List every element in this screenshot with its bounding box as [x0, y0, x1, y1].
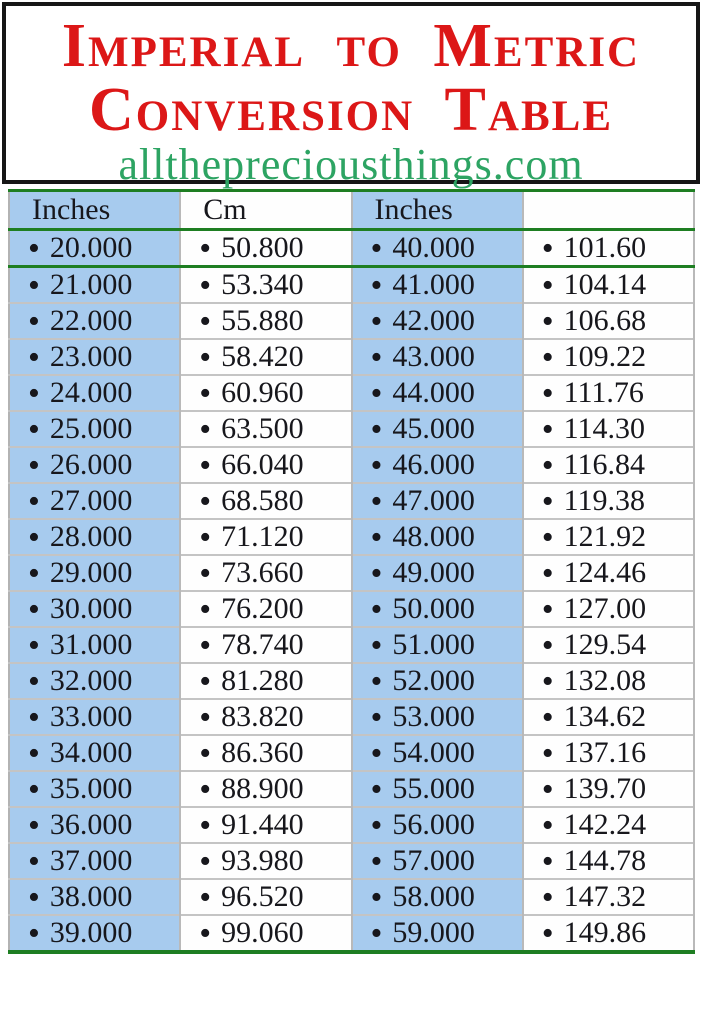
table-cell: • 37.000	[9, 843, 180, 879]
table-cell: • 78.740	[180, 627, 351, 663]
table-cell: • 49.000	[352, 555, 523, 591]
table-row	[9, 879, 694, 915]
cell-value: 76.200	[221, 592, 304, 625]
cell-value: 36.000	[49, 808, 133, 841]
table-cell: • 91.440	[180, 807, 351, 843]
table-row	[9, 699, 694, 735]
cell-value: 137.16	[563, 736, 647, 769]
cell-value: 114.30	[563, 412, 646, 445]
cell-value: 124.46	[563, 556, 647, 589]
cell-value: 33.000	[49, 700, 133, 733]
table-cell: • 124.46	[523, 555, 694, 591]
cell-value: 42.000	[392, 304, 475, 337]
table-cell: • 144.78	[523, 843, 694, 879]
table-row	[9, 843, 694, 879]
cell-value: 58.420	[221, 340, 304, 373]
table-cell: • 129.54	[523, 627, 694, 663]
table-cell: • 104.14	[523, 267, 694, 304]
cell-value: 127.00	[563, 592, 647, 625]
table-cell: • 27.000	[9, 483, 180, 519]
conversion-table	[8, 189, 695, 954]
table-cell: • 96.520	[180, 879, 351, 915]
table-cell: • 56.000	[352, 807, 523, 843]
cell-value: 93.980	[221, 844, 304, 877]
cell-value: 48.000	[392, 520, 475, 553]
cell-value: 23.000	[49, 340, 133, 373]
table-cell: • 60.960	[180, 375, 351, 411]
table-cell: • 93.980	[180, 843, 351, 879]
cell-value: 81.280	[221, 664, 304, 697]
table-cell: • 48.000	[352, 519, 523, 555]
cell-value: 53.340	[221, 268, 304, 301]
table-cell: • 33.000	[9, 699, 180, 735]
cell-value: 142.24	[563, 808, 647, 841]
cell-value: 119.38	[563, 484, 646, 517]
table-cell: • 119.38	[523, 483, 694, 519]
table-cell: • 127.00	[523, 591, 694, 627]
cell-value: 116.84	[563, 448, 646, 481]
cell-value: 73.660	[221, 556, 304, 589]
table-row	[9, 411, 694, 447]
table-cell: • 53.000	[352, 699, 523, 735]
table-cell: • 57.000	[352, 843, 523, 879]
cell-value: 149.86	[563, 916, 647, 949]
column-header-cm: Cm	[180, 191, 351, 230]
title-box	[2, 2, 700, 189]
page-title-line1: Imperial to Metric	[61, 12, 641, 80]
table-row	[9, 267, 694, 304]
table-cell: • 45.000	[352, 411, 523, 447]
table-cell: • 109.22	[523, 339, 694, 375]
table-row	[9, 230, 694, 267]
table-cell: • 59.000	[352, 915, 523, 952]
cell-value: 34.000	[49, 736, 133, 769]
table-cell: • 132.08	[523, 663, 694, 699]
cell-value: 109.22	[563, 340, 647, 373]
cell-value: 59.000	[392, 916, 475, 949]
cell-value: 32.000	[49, 664, 133, 697]
cell-value: 49.000	[392, 556, 475, 589]
cell-value: 22.000	[49, 304, 133, 337]
table-cell: • 83.820	[180, 699, 351, 735]
table-cell: • 20.000	[9, 230, 180, 267]
table-cell: • 68.580	[180, 483, 351, 519]
cell-value: 29.000	[49, 556, 133, 589]
table-cell: • 22.000	[9, 303, 180, 339]
table-row	[9, 339, 694, 375]
cell-value: 20.000	[49, 231, 133, 264]
table-cell: • 23.000	[9, 339, 180, 375]
table-row	[9, 447, 694, 483]
cell-value: 121.92	[563, 520, 647, 553]
cell-value: 51.000	[392, 628, 475, 661]
table-cell: • 147.32	[523, 879, 694, 915]
cell-value: 40.000	[392, 231, 475, 264]
cell-value: 66.040	[221, 448, 304, 481]
cell-value: 27.000	[49, 484, 133, 517]
table-cell: • 66.040	[180, 447, 351, 483]
column-header-inches-right: Inches	[352, 191, 523, 230]
table-cell: • 149.86	[523, 915, 694, 952]
cell-value: 56.000	[392, 808, 475, 841]
cell-value: 101.60	[563, 231, 647, 264]
table-cell: • 63.500	[180, 411, 351, 447]
table-cell: • 25.000	[9, 411, 180, 447]
table-row	[9, 663, 694, 699]
table-body	[9, 230, 694, 953]
cell-value: 28.000	[49, 520, 133, 553]
cell-value: 26.000	[49, 448, 133, 481]
table-cell: • 134.62	[523, 699, 694, 735]
cell-value: 55.880	[221, 304, 304, 337]
table-cell: • 54.000	[352, 735, 523, 771]
table-cell: • 40.000	[352, 230, 523, 267]
table-cell: • 55.000	[352, 771, 523, 807]
table-cell: • 47.000	[352, 483, 523, 519]
table-cell: • 34.000	[9, 735, 180, 771]
table-cell: • 39.000	[9, 915, 180, 952]
cell-value: 21.000	[49, 268, 133, 301]
table-cell: • 50.800	[180, 230, 351, 267]
cell-value: 44.000	[392, 376, 475, 409]
cell-value: 43.000	[392, 340, 475, 373]
table-header	[9, 191, 694, 230]
cell-value: 45.000	[392, 412, 475, 445]
cell-value: 52.000	[392, 664, 475, 697]
table-cell: • 53.340	[180, 267, 351, 304]
table-cell: • 35.000	[9, 771, 180, 807]
cell-value: 35.000	[49, 772, 133, 805]
table-cell: • 137.16	[523, 735, 694, 771]
cell-value: 147.32	[563, 880, 647, 913]
table-cell: • 76.200	[180, 591, 351, 627]
cell-value: 30.000	[49, 592, 133, 625]
cell-value: 47.000	[392, 484, 475, 517]
table-cell: • 106.68	[523, 303, 694, 339]
table-cell: • 121.92	[523, 519, 694, 555]
cell-value: 91.440	[221, 808, 304, 841]
table-row	[9, 591, 694, 627]
table-cell: • 58.000	[352, 879, 523, 915]
table-cell: • 43.000	[352, 339, 523, 375]
table-cell: • 41.000	[352, 267, 523, 304]
cell-value: 31.000	[49, 628, 133, 661]
table-row	[9, 375, 694, 411]
website-url: allthepreciousthings.com	[118, 140, 584, 189]
cell-value: 39.000	[49, 916, 133, 949]
cell-value: 68.580	[221, 484, 304, 517]
cell-value: 104.14	[563, 268, 647, 301]
table-cell: • 99.060	[180, 915, 351, 952]
table-cell: • 142.24	[523, 807, 694, 843]
cell-value: 57.000	[392, 844, 475, 877]
table-cell: • 73.660	[180, 555, 351, 591]
column-header-blank	[523, 191, 694, 230]
cell-value: 106.68	[563, 304, 647, 337]
cell-value: 71.120	[221, 520, 304, 553]
table-row	[9, 303, 694, 339]
table-row	[9, 771, 694, 807]
table-cell: • 52.000	[352, 663, 523, 699]
cell-value: 88.900	[221, 772, 304, 805]
table-header-row	[9, 191, 694, 230]
table-cell: • 44.000	[352, 375, 523, 411]
table-cell: • 29.000	[9, 555, 180, 591]
cell-value: 144.78	[563, 844, 647, 877]
table-cell: • 24.000	[9, 375, 180, 411]
column-header-inches-left: Inches	[9, 191, 180, 230]
table-cell: • 26.000	[9, 447, 180, 483]
cell-value: 24.000	[49, 376, 133, 409]
table-cell: • 32.000	[9, 663, 180, 699]
table-cell: • 71.120	[180, 519, 351, 555]
table-row	[9, 627, 694, 663]
cell-value: 63.500	[221, 412, 304, 445]
table-cell: • 88.900	[180, 771, 351, 807]
page-title-line2: Conversion Table	[88, 76, 614, 144]
table-row	[9, 555, 694, 591]
cell-value: 37.000	[49, 844, 133, 877]
cell-value: 50.000	[392, 592, 475, 625]
cell-value: 25.000	[49, 412, 133, 445]
table-cell: • 46.000	[352, 447, 523, 483]
cell-value: 83.820	[221, 700, 304, 733]
table-cell: • 42.000	[352, 303, 523, 339]
table-cell: • 81.280	[180, 663, 351, 699]
table-cell: • 31.000	[9, 627, 180, 663]
table-cell: • 101.60	[523, 230, 694, 267]
cell-value: 50.800	[221, 231, 304, 264]
cell-value: 132.08	[563, 664, 647, 697]
cell-value: 134.62	[563, 700, 647, 733]
table-row	[9, 483, 694, 519]
cell-value: 38.000	[49, 880, 133, 913]
table-cell: • 38.000	[9, 879, 180, 915]
table-row	[9, 519, 694, 555]
cell-value: 54.000	[392, 736, 475, 769]
cell-value: 46.000	[392, 448, 475, 481]
table-cell: • 116.84	[523, 447, 694, 483]
table-cell: • 28.000	[9, 519, 180, 555]
cell-value: 58.000	[392, 880, 475, 913]
cell-value: 111.76	[563, 376, 644, 409]
cell-value: 55.000	[392, 772, 475, 805]
table-cell: • 36.000	[9, 807, 180, 843]
table-cell: • 30.000	[9, 591, 180, 627]
cell-value: 60.960	[221, 376, 304, 409]
cell-value: 86.360	[221, 736, 304, 769]
cell-value: 139.70	[563, 772, 647, 805]
table-row	[9, 735, 694, 771]
table-cell: • 50.000	[352, 591, 523, 627]
cell-value: 99.060	[221, 916, 304, 949]
table-cell: • 111.76	[523, 375, 694, 411]
cell-value: 41.000	[392, 268, 475, 301]
cell-value: 96.520	[221, 880, 304, 913]
cell-value: 53.000	[392, 700, 475, 733]
table-cell: • 58.420	[180, 339, 351, 375]
table-cell: • 114.30	[523, 411, 694, 447]
table-cell: • 55.880	[180, 303, 351, 339]
table-cell: • 86.360	[180, 735, 351, 771]
table-cell: • 51.000	[352, 627, 523, 663]
cell-value: 129.54	[563, 628, 647, 661]
cell-value: 78.740	[221, 628, 304, 661]
table-row	[9, 915, 694, 952]
table-cell: • 139.70	[523, 771, 694, 807]
table-row	[9, 807, 694, 843]
table-cell: • 21.000	[9, 267, 180, 304]
